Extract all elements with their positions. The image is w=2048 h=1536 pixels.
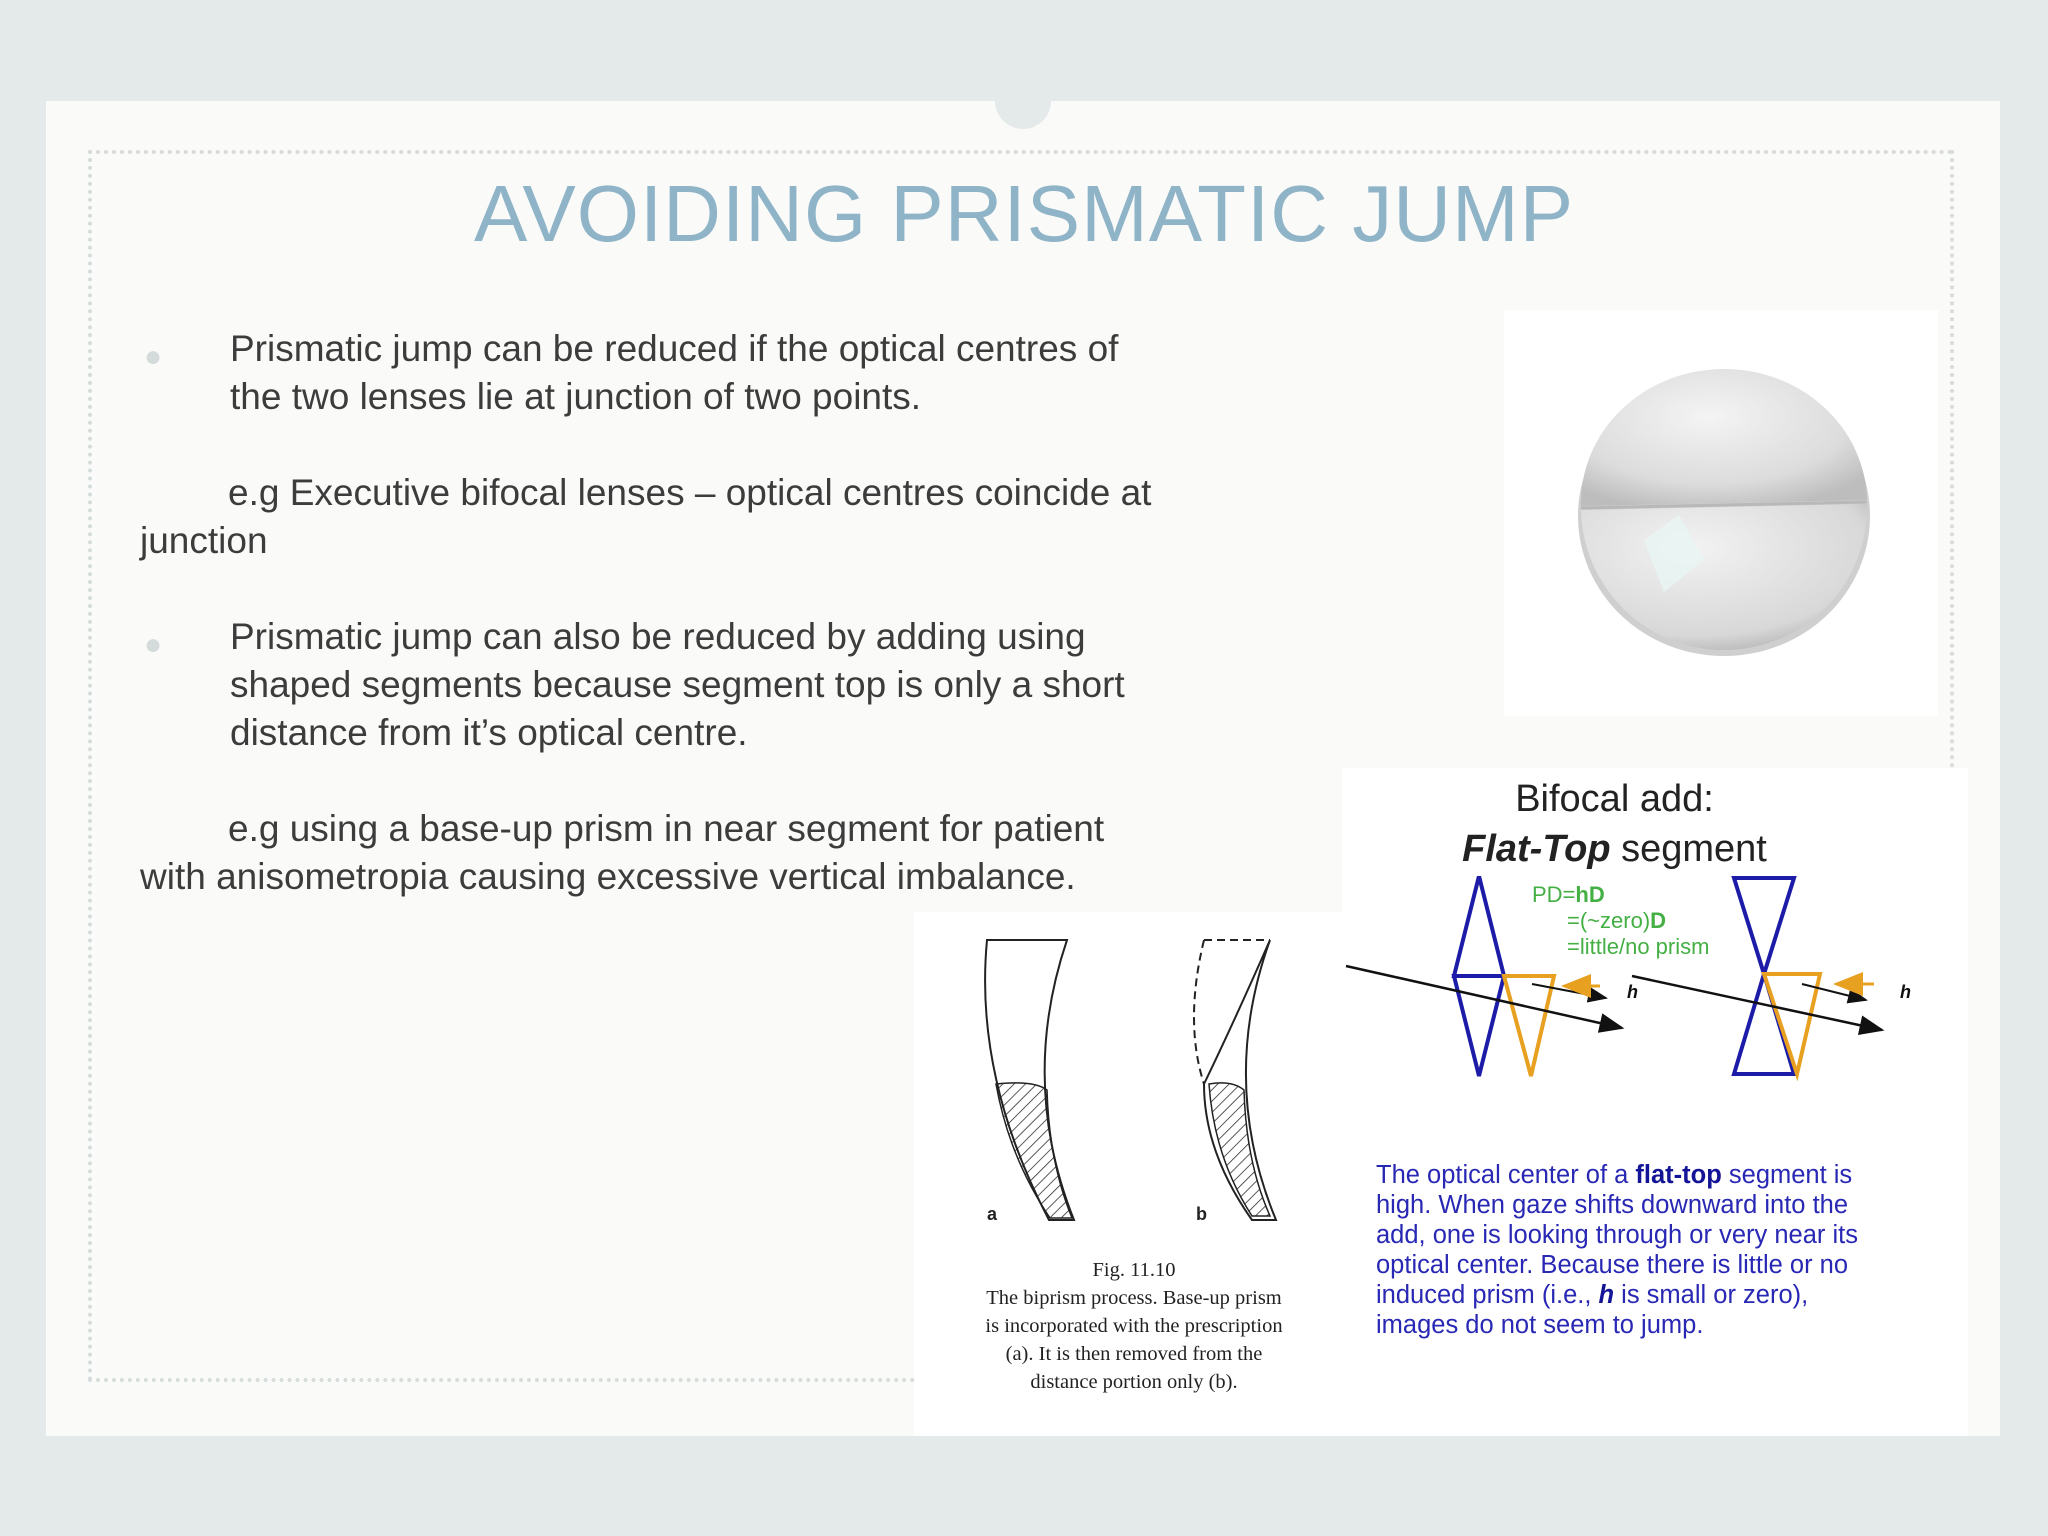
flat-top-title-line-1: Bifocal add: [1515, 778, 1714, 820]
left-lens-upper-prism [1454, 876, 1504, 976]
example-2 [140, 805, 1240, 901]
example-2-line-2: with anisometropia causing excessive vertical imbalance. [140, 856, 1076, 897]
flat-top-title-rest: segment [1610, 828, 1767, 870]
description-line-2: high. When gaze shifts downward into the [1376, 1191, 1849, 1219]
bullet-dot-icon: ● [144, 340, 163, 373]
biprism-figure [914, 912, 1354, 1436]
right-lens-lower-prism [1734, 974, 1794, 1074]
right-ray-detail [1802, 984, 1866, 1000]
right-h-label: h [1900, 982, 1911, 1002]
right-segment-prism [1764, 974, 1820, 1074]
description-line-4: optical center. Because there is little or no [1376, 1251, 1849, 1279]
flat-top-figure [1342, 768, 1968, 1436]
lens-near-segment [1581, 504, 1867, 650]
flat-top-title-line-2 [1342, 828, 1887, 871]
caption-line-5: distance portion only (b). [1030, 1371, 1238, 1393]
caption-line-2: The biprism process. Base-up prism [986, 1287, 1282, 1309]
bullet-item-2 [140, 613, 1240, 757]
zero-diopter-note: =(~zero)D [1567, 908, 1667, 933]
bullet-2-line-1: Prismatic jump can also be reduced by adding using [230, 616, 1086, 657]
lens-b-removed-edge [1194, 940, 1204, 1084]
slide-title: AVOIDING PRISMATIC JUMP [473, 169, 1575, 258]
bullet-1-line-1: Prismatic jump can be reduced if the optical centres of [230, 328, 1119, 369]
caption-line-1: Fig. 11.10 [1092, 1259, 1176, 1281]
description-line-1: The optical center of a flat-top segment is [1376, 1161, 1853, 1189]
flat-top-title-bold: Flat-Top [1462, 828, 1611, 870]
example-2-line-1: e.g using a base-up prism in near segment for patient [228, 808, 1105, 849]
bullet-2-line-2: shaped segments because segment top is only a short [230, 664, 1125, 705]
caption-line-4: (a). It is then removed from the [1005, 1343, 1263, 1365]
description-line-3: add, one is looking through or very near its [1376, 1221, 1858, 1249]
example-1-line-2: junction [140, 520, 268, 561]
lens-distance-portion [1581, 369, 1867, 506]
description-line-5: induced prism (i.e., h is small or zero), [1376, 1281, 1809, 1309]
right-lens-upper-prism [1734, 878, 1794, 974]
biprism-diagram [914, 912, 1354, 1252]
lens-a-prism-segment [996, 1083, 1072, 1218]
slide-body [140, 325, 1240, 901]
bullet-item-1 [140, 325, 1240, 421]
label-a: a [987, 1204, 998, 1224]
bullet-2-line-3: distance from it’s optical centre. [230, 712, 748, 753]
pd-formula: PD=hD [1532, 882, 1605, 907]
example-1-line-1: e.g Executive bifocal lenses – optical centres coincide at [228, 472, 1152, 513]
left-h-label: h [1627, 982, 1638, 1002]
label-b: b [1196, 1204, 1207, 1224]
caption-line-3: is incorporated with the prescription [985, 1315, 1283, 1337]
executive-bifocal-lens-image [1504, 310, 1938, 716]
bullet-dot-icon: ● [144, 628, 163, 661]
left-segment-prism [1504, 976, 1554, 1076]
lens-illustration [1504, 310, 1938, 716]
little-prism-note: =little/no prism [1567, 934, 1710, 959]
flat-top-description [1376, 1160, 1956, 1340]
example-1 [140, 469, 1240, 565]
description-line-6: images do not seem to jump. [1376, 1311, 1704, 1339]
bullet-1-line-2: the two lenses lie at junction of two points. [230, 376, 922, 417]
biprism-caption [914, 1256, 1354, 1396]
